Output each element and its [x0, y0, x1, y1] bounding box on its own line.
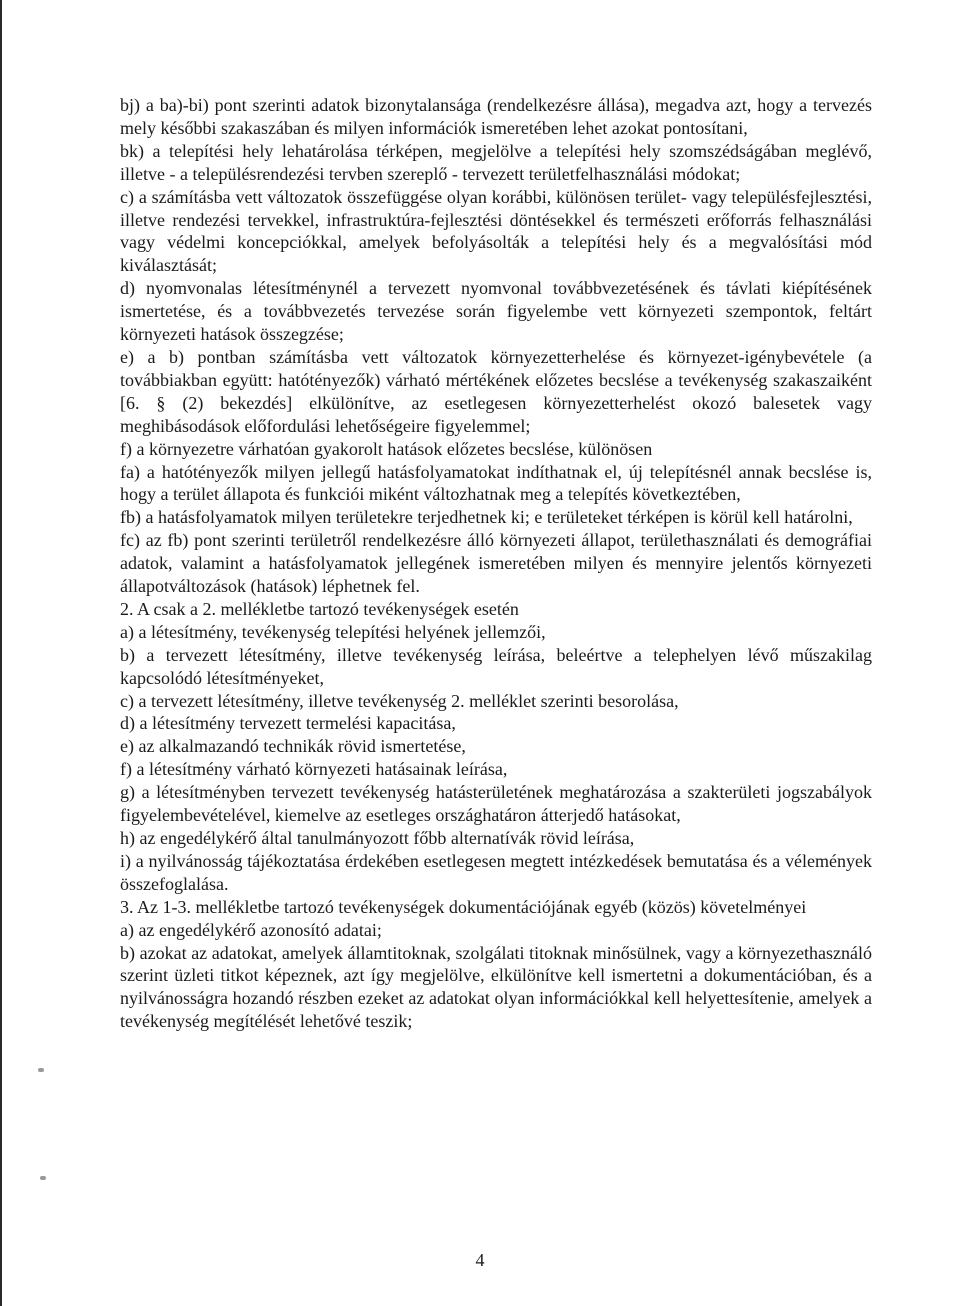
page-number: 4 [475, 1250, 485, 1270]
paragraph-fa: fa) a hatótényezők milyen jellegű hatásfolyamatokat indíthatnak el, új telepítésnél annak becslése is, hogy a terület állapota és funkciói miként változhatnak meg a telepítés következtében, [120, 461, 872, 505]
paragraph-e: e) a b) pontban számításba vett változatok környezetterhelése és környezet-igénybevétele (a továbbiakban együtt: hatótényezők) várható mértékének előzetes becslése a tevékenység szakaszaiként [6. § (2) bekezdés] elkülönítve, az esetlegesen környezetterhelést okozó balesetek vagy meghibásodások előfordulási lehetőségeire figyelemmel; [120, 346, 872, 436]
section-2-item-c: c) a tervezett létesítmény, illetve tevékenység 2. melléklet szerinti besorolása, [120, 690, 679, 711]
scan-speck [40, 1176, 46, 1180]
paragraph-fc: fc) az fb) pont szerinti területről rendelkezésre álló környezeti állapot, területhasználati és demográfiai adatok, valamint a hatásfolyamatok jellegének ismeretében milyen és mennyire jelentős környezeti állapotváltozások (hatások) léphetnek fel. [120, 530, 872, 597]
section-2-item-f: f) a létesítmény várható környezeti hatásainak leírása, [120, 759, 508, 780]
section-2-item-d: d) a létesítmény tervezett termelési kapacitása, [120, 713, 456, 734]
document-body [120, 94, 872, 1033]
paragraph-bk: bk) a telepítési hely lehatárolása térképen, megjelölve a telepítési hely szomszédságában meglévő, illetve - a településrendezési tervben szereplő - tervezett területfelhasználási módokat; [120, 140, 872, 184]
section-3-item-b: b) azokat az adatokat, amelyek államtitoknak, szolgálati titoknak minősülnek, vagy a környezethasználó szerint üzleti titkot képeznek, azt így megjelölve, elkülönítve kell ismertetni a dokumentációban, és a nyilvánosságra hozandó részben ezeket az adatokat olyan információkkal kell helyettesítenie, amelyek a tevékenység megítélését lehetővé teszik; [120, 942, 872, 1032]
section-2-item-e: e) az alkalmazandó technikák rövid ismertetése, [120, 736, 466, 757]
section-2-item-h: h) az engedélykérő által tanulmányozott főbb alternatívák rövid leírása, [120, 828, 635, 848]
section-2-item-b: b) a tervezett létesítmény, illetve tevékenység leírása, beleértve a telephelyen lévő műszakilag kapcsolódó létesítményeket, [120, 644, 872, 688]
scan-speck [38, 1068, 44, 1072]
section-3-item-a: a) az engedélykérő azonosító adatai; [120, 919, 382, 940]
section-2-item-i: i) a nyilvánosság tájékoztatása érdekében esetlegesen megtett intézkedések bemutatása és a vélemények összefoglalása. [120, 850, 872, 894]
section-2-item-a: a) a létesítmény, tevékenység telepítési helyének jellemzői, [120, 621, 546, 642]
section-2-item-g: g) a létesítményben tervezett tevékenység hatásterületének meghatározása a szakterületi jogszabályok figyelembevételével, kiemelve az esetleges országhatáron átterjedő hatásokat, [120, 782, 872, 826]
paragraph-c: c) a számításba vett változatok összefüggése olyan korábbi, különösen terület- vagy településfejlesztési, illetve rendezési tervekkel, infrastruktúra-fejlesztési döntésekkel és természeti erőforrás felhasználási vagy védelmi koncepciókkal, amelyek befolyásolták a telepítési hely és a megvalósítási mód kiválasztását; [120, 186, 872, 276]
paragraph-d: d) nyomvonalas létesítménynél a tervezett nyomvonal továbbvezetésének és távlati kiépítésének ismertetése, és a továbbvezetés tervezése során figyelembe vett környezeti szempontok, feltárt környezeti hatások összegzése; [120, 278, 872, 345]
scan-edge [0, 0, 2, 1306]
paragraph-f: f) a környezetre várhatóan gyakorolt hatások előzetes becslése, különösen [120, 438, 653, 459]
paragraph-bj: bj) a ba)-bi) pont szerinti adatok bizonytalansága (rendelkezésre állása), megadva azt, hogy a tervezés mely későbbi szakaszában és milyen információk ismeretében lehet azokat pontosítani, [120, 95, 872, 138]
paragraph-fb: fb) a hatásfolyamatok milyen területekre terjedhetnek ki; e területeket térképen is körül kell határolni, [120, 507, 853, 528]
section-3-heading: 3. Az 1-3. mellékletbe tartozó tevékenységek dokumentációjának egyéb (közös) követelményei [120, 896, 807, 917]
section-2-heading: 2. A csak a 2. mellékletbe tartozó tevékenységek esetén [120, 598, 519, 619]
